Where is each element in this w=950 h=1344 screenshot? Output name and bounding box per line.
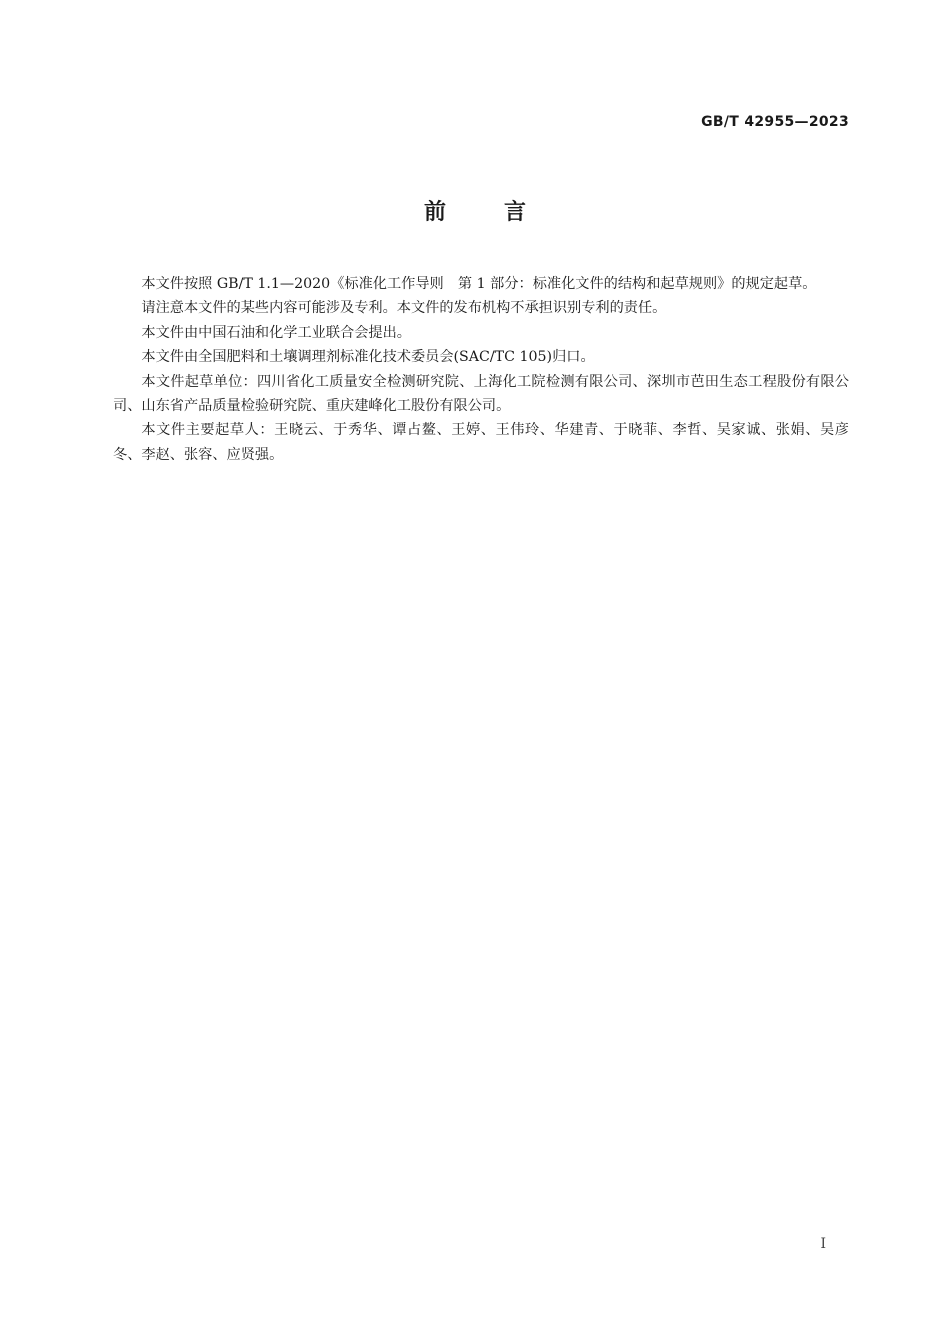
page-number: I [820, 1236, 826, 1252]
paragraph-patent-notice: 请注意本文件的某些内容可能涉及专利。本文件的发布机构不承担识别专利的责任。 [141, 300, 667, 317]
title-char-2: 言 [504, 200, 527, 225]
paragraph-drafting-rules: 本文件按照 GB/T 1.1—2020《标准化工作导则 第 1 部分：标准化文件的结构和起草规则》的规定起草。 [141, 276, 817, 292]
page-title [0, 195, 950, 226]
paragraph-drafting-units: 本文件起草单位：四川省化工质量安全检测研究院、上海化工院检测有限公司、深圳市芭田生态工程股份有限公司、山东省产品质量检验研究院、重庆建峰化工股份有限公司。 [113, 373, 849, 415]
foreword-body [113, 272, 849, 467]
paragraph-technical-committee: 本文件由全国肥料和土壤调理剂标准化技术委员会(SAC/TC 105)归口。 [141, 349, 595, 366]
standard-number: GB/T 42955—2023 [701, 114, 849, 130]
title-char-1: 前 [423, 200, 446, 225]
paragraph-main-drafters: 本文件主要起草人：王晓云、于秀华、谭占鳌、王婷、王伟玲、华建青、于晓菲、李哲、吴家诚、张娟、吴彦冬、李赵、张容、应贤强。 [113, 422, 849, 463]
paragraph-proposer: 本文件由中国石油和化学工业联合会提出。 [141, 324, 411, 341]
